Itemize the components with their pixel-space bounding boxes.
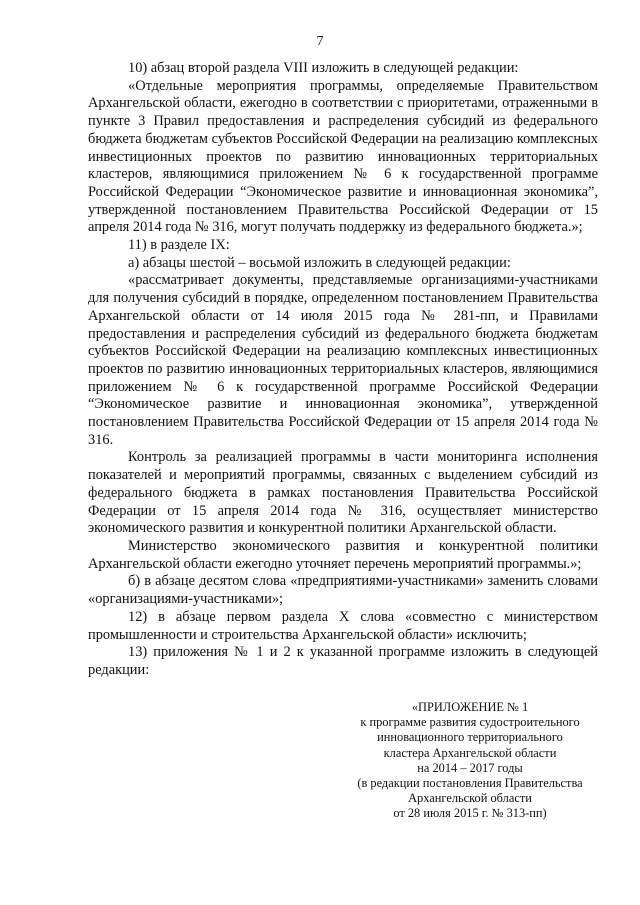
page-number: 7 (316, 34, 324, 49)
appendix-line: от 28 июля 2015 г. № 313-пп) (393, 806, 547, 821)
appendix-line: (в редакции постановления Правительства (357, 776, 583, 791)
appendix-line: «ПРИЛОЖЕНИЕ № 1 (411, 700, 529, 714)
paragraph-review-documents: «рассматривает документы, представляемые организациями-участниками для получения субсидий в порядке, определенном постановлением Правительства Архангельской области от 14 июля 2015 года № 281-пп, и Правилами предоставления и распределения субсидий из федерального бюджета бюджетам субъектов Российской Федерации на реализацию комплексных инвестиционных проектов по развитию инновационных территориальных кластеров, являющимися приложением № 6 к государственной программе Российской Федерации “Экономическое развитие и инновационная экономика”, утвержденной постановлением Правительства Российской Федерации от 15 апреля 2014 года № 316. (88, 272, 598, 448)
document-body (88, 60, 598, 680)
paragraph-subitem-b: б) в абзаце десятом слова «предприятиями-участниками» заменить словами «организациями-участниками»; (88, 573, 598, 608)
appendix-line: на 2014 – 2017 годы (417, 760, 523, 775)
appendix-line: Архангельской области (408, 791, 532, 806)
paragraph-item-13: 13) приложения № 1 и 2 к указанной программе изложить в следующей редакции: (88, 644, 598, 678)
appendix-line: инновационного территориального (377, 730, 563, 745)
appendix-line: кластера Архангельской области (383, 745, 557, 760)
appendix-heading (340, 700, 600, 822)
paragraph-item-10: 10) абзац второй раздела VIII изложить в следующей редакции: (128, 60, 519, 76)
paragraph-control: Контроль за реализацией программы в части мониторинга исполнения показателей и мероприятий программы, связанных с выделением субсидий из федерального бюджета в рамках постановления Правительства Российской Федерации от 15 апреля 2014 года № 316, осуществляет министерство экономического развития и конкурентной политики Архангельской области. (88, 449, 598, 537)
paragraph-subitem-a: а) абзацы шестой – восьмой изложить в следующей редакции: (128, 254, 511, 271)
appendix-line: к программе развития судостроительного (360, 715, 580, 730)
paragraph-item-11: 11) в разделе IX: (128, 237, 230, 254)
paragraph-section-viii-text: «Отдельные мероприятия программы, определяемые Правительством Архангельской области, ежегодно в соответствии с приоритетами, отраженными в пункте 3 Правил предоставления и распределения субсидий из федерального бюджета бюджетам субъектов Российской Федерации на реализацию комплексных инвестиционных проектов по развитию инновационных территориальных кластеров, являющимися приложением № 6 к государственной программе Российской Федерации “Экономическое развитие и инновационная экономика”, утвержденной постановлением Правительства Российской Федерации от 15 апреля 2014 года № 316, могут получать поддержку из федерального бюджета.»; (88, 77, 598, 236)
paragraph-ministry: Министерство экономического развития и конкурентной политики Архангельской области ежегодно уточняет перечень мероприятий программы.»; (88, 537, 598, 572)
paragraph-item-12: 12) в абзаце первом раздела X слова «совместно с министерством промышленности и строительства Архангельской области» исключить; (88, 608, 598, 643)
